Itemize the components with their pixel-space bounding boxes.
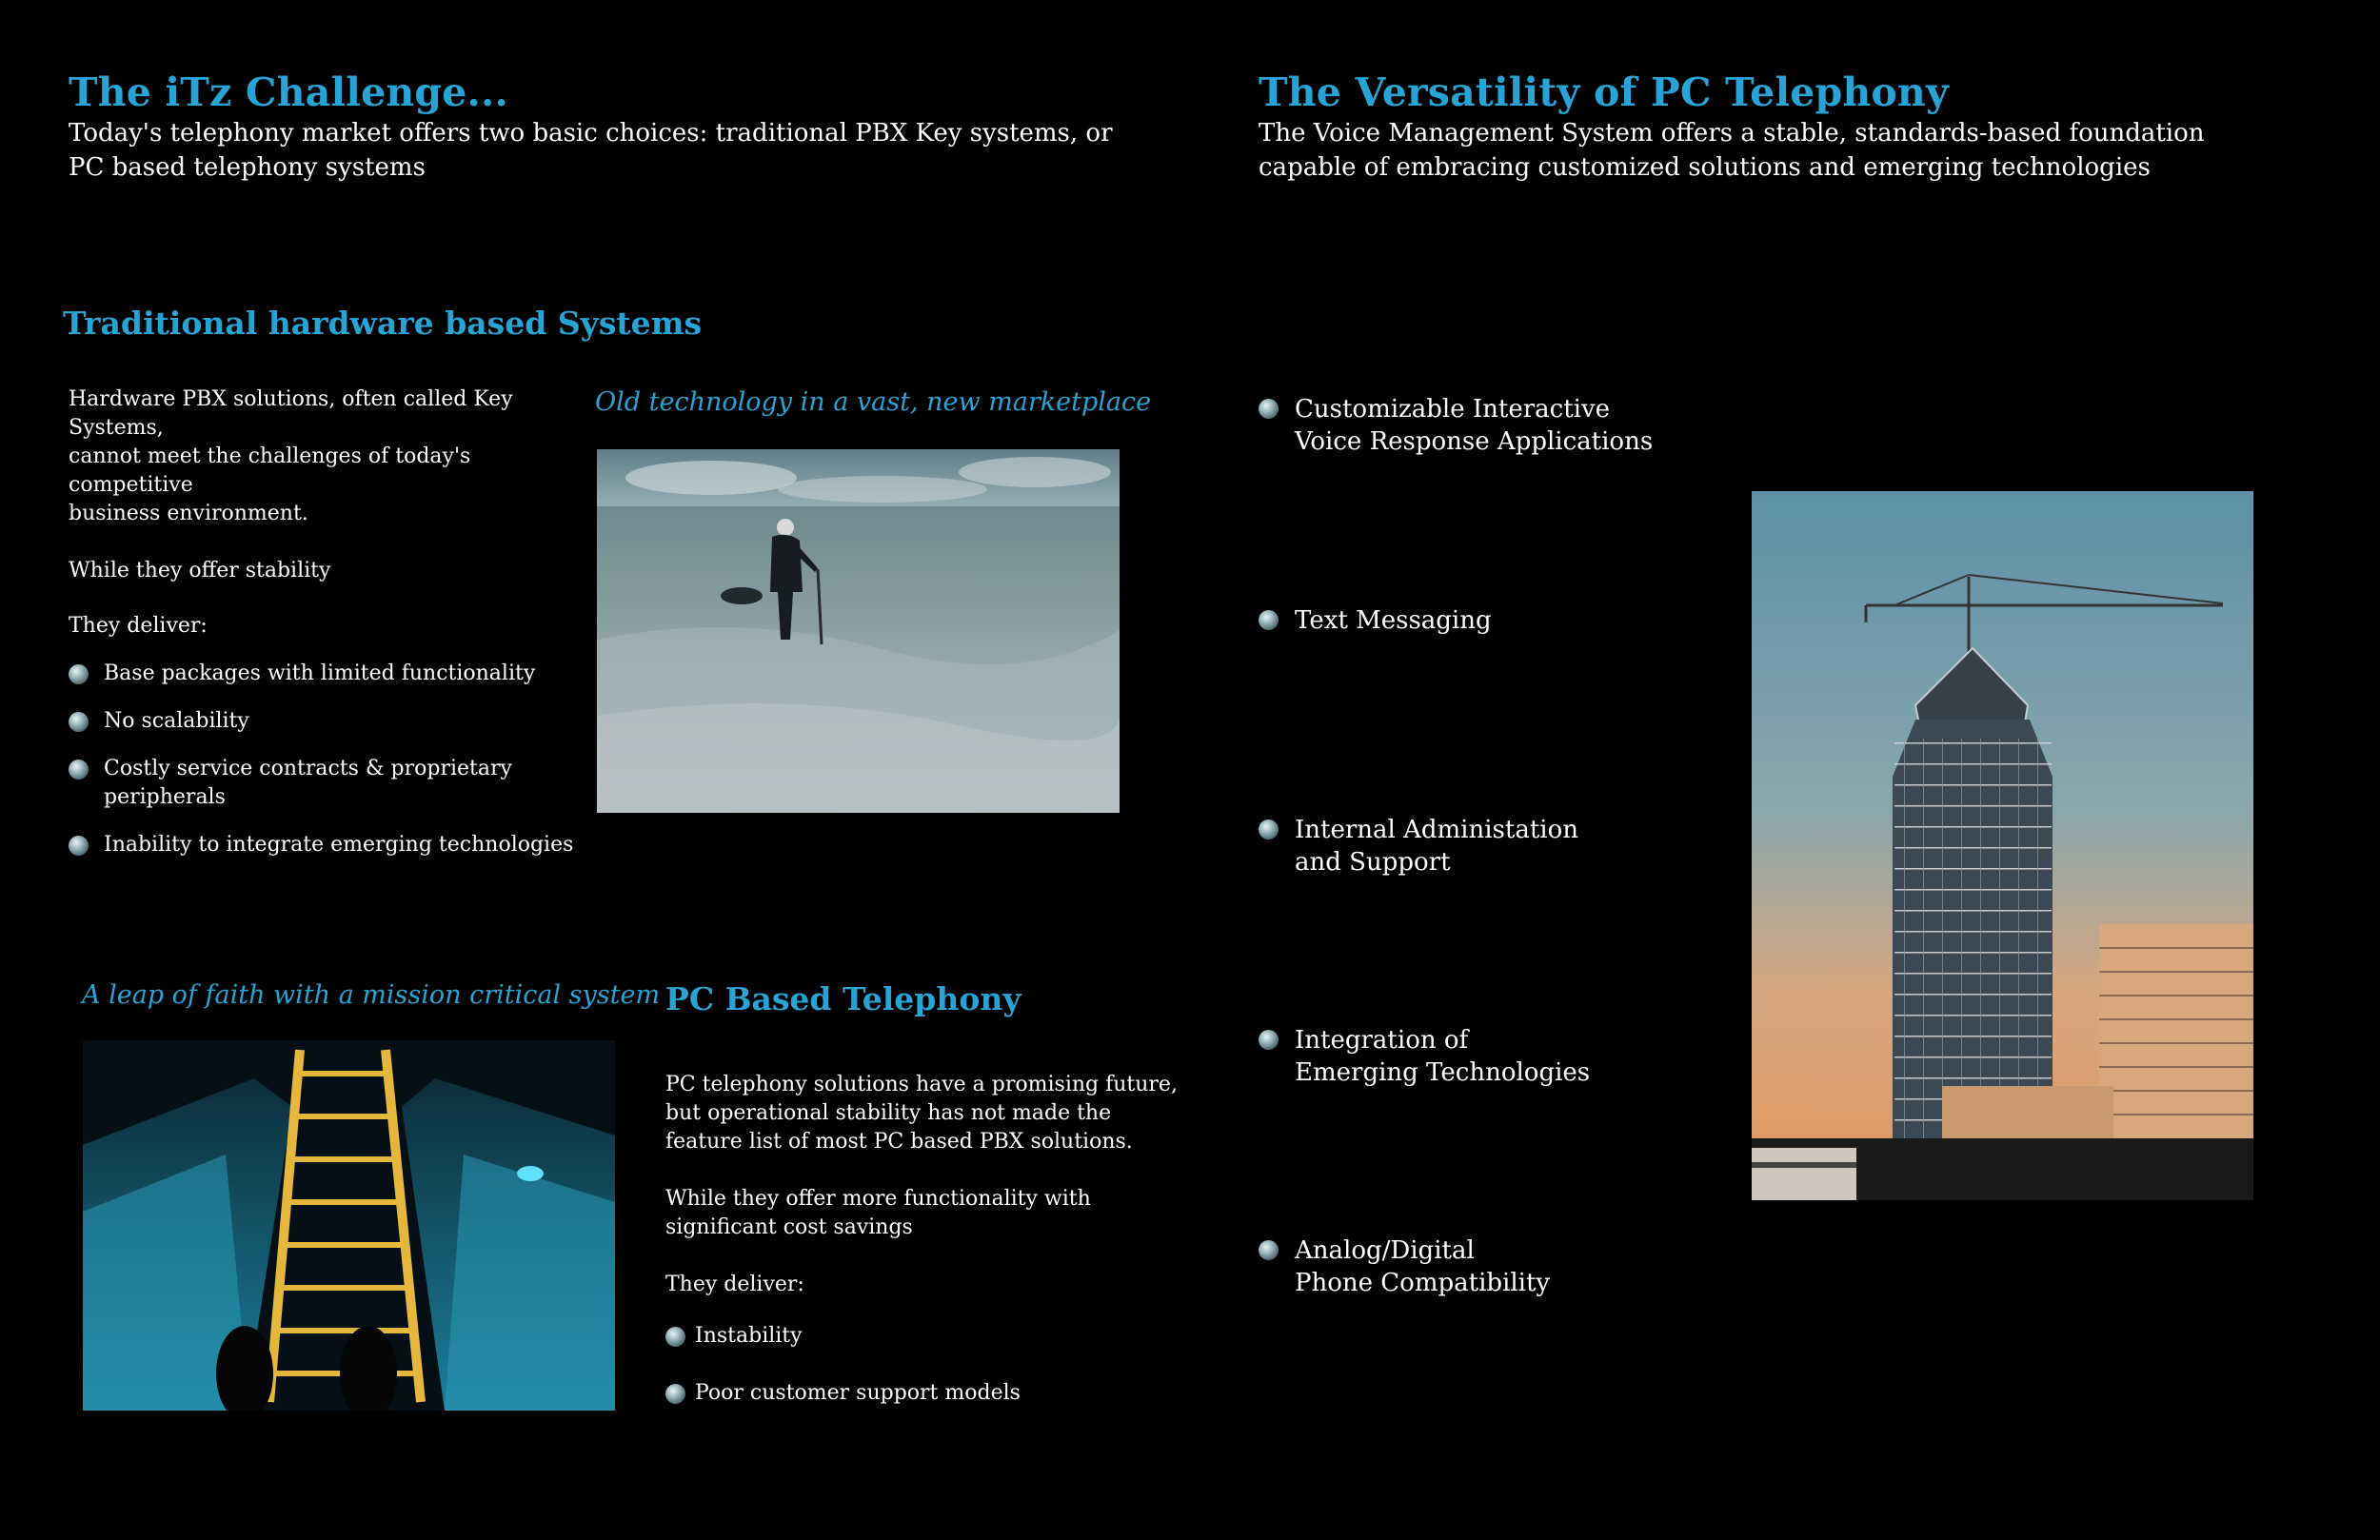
traditional-text	[69, 385, 602, 879]
versatility-subtitle: The Voice Management System offers a stable, standards-based foundation capable of embracing customized solutions and emerging technologies	[1259, 119, 2205, 182]
pc-based-functionality: While they offer more functionality with significant cost savings	[665, 1187, 1091, 1239]
bullet-icon	[665, 1327, 685, 1347]
traditional-stability: While they offer stability	[69, 559, 331, 582]
traditional-intro: Hardware PBX solutions, often called Key Systems, cannot meet the challenges of today's competitive business environment.	[69, 387, 513, 525]
pc-based-text	[665, 1071, 1199, 1427]
list-item: Instability	[665, 1322, 1199, 1351]
bullet-icon	[69, 664, 89, 684]
bullet-icon	[69, 712, 89, 732]
traditional-deliver: They deliver:	[69, 614, 208, 638]
bullet-icon	[1259, 1030, 1279, 1050]
list-item: Inability to integrate emerging technologies	[69, 831, 602, 859]
feature-item: Internal Administation and Support	[1259, 814, 1578, 879]
bullet-icon	[1259, 819, 1279, 839]
challenge-subtitle: Today's telephony market offers two basic choices: traditional PBX Key systems, or PC based telephony systems	[69, 119, 1113, 182]
feature-item: Customizable Interactive Voice Response Applications	[1259, 393, 1653, 458]
tower-under-construction-photo	[1752, 491, 2253, 1200]
pc-based-heading: PC Based Telephony	[665, 980, 1021, 1017]
bullet-icon	[1259, 1240, 1279, 1260]
list-item: Costly service contracts & proprietary peripherals	[69, 755, 602, 812]
man-on-beach-photo	[597, 449, 1120, 813]
bullet-icon	[69, 760, 89, 780]
pc-based-deliver: They deliver:	[665, 1273, 804, 1296]
challenge-title: The iTz Challenge...	[69, 69, 508, 115]
bullet-icon	[69, 836, 89, 856]
beach-photo-caption: Old technology in a vast, new marketplace	[595, 387, 1152, 417]
pc-based-bullet-list	[665, 1322, 1199, 1408]
traditional-heading: Traditional hardware based Systems	[63, 305, 703, 342]
feature-item: Text Messaging	[1259, 604, 1492, 637]
ladder-over-gap-photo	[83, 1040, 615, 1411]
feature-item: Analog/Digital Phone Compatibility	[1259, 1234, 1550, 1299]
feature-item: Integration of Emerging Technologies	[1259, 1024, 1590, 1089]
pc-based-intro: PC telephony solutions have a promising future, but operational stability has not made the feature list of most PC based PBX solutions.	[665, 1073, 1178, 1154]
list-item: No scalability	[69, 707, 602, 736]
list-item: Base packages with limited functionality	[69, 660, 602, 688]
versatility-title: The Versatility of PC Telephony	[1259, 69, 1949, 115]
bullet-icon	[1259, 399, 1279, 419]
bullet-icon	[1259, 610, 1279, 630]
list-item: Poor customer support models	[665, 1379, 1199, 1408]
bullet-icon	[665, 1384, 685, 1404]
ladder-photo-caption: A leap of faith with a mission critical system	[82, 980, 661, 1010]
traditional-bullet-list	[69, 660, 602, 859]
